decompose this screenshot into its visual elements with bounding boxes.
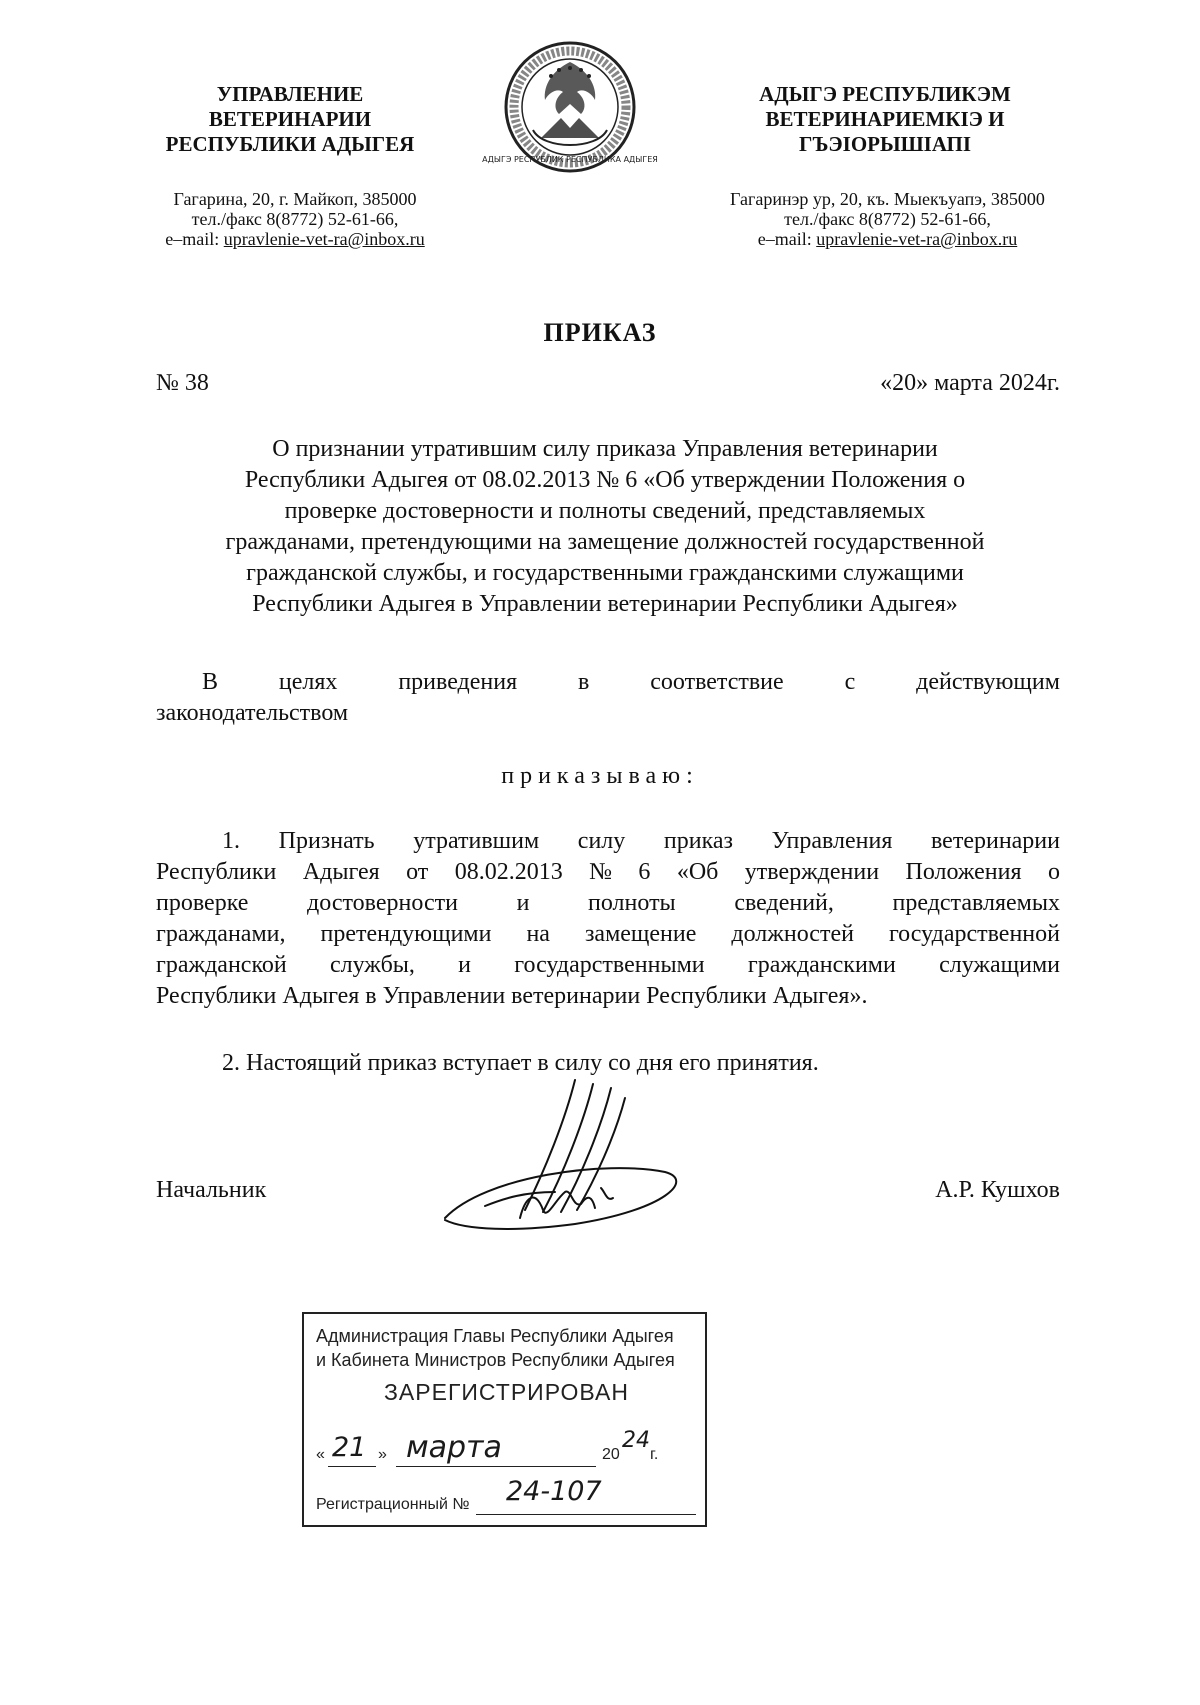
signatory-name: А.Р. Кушхов bbox=[935, 1177, 1060, 1203]
item1-word: и bbox=[458, 952, 471, 978]
stamp-year-abbr: г. bbox=[650, 1446, 659, 1463]
item1-word: сведений, bbox=[734, 890, 834, 916]
subject-line: гражданами, претендующими на замещение должностей государственной bbox=[225, 529, 985, 555]
subject-line: проверке достоверности и полноты сведений, представляемых bbox=[284, 498, 926, 524]
stamp-reg-number-handwritten: 24-107 bbox=[506, 1476, 602, 1507]
preamble bbox=[156, 667, 1060, 729]
item1-word: Республики bbox=[156, 859, 277, 885]
stamp-close-quote: » bbox=[378, 1446, 387, 1463]
preamble-line-2: законодательством bbox=[156, 700, 349, 726]
subject-line: О признании утратившим силу приказа Управления ветеринарии bbox=[272, 436, 938, 462]
handwritten-signature bbox=[425, 1080, 705, 1240]
item1-word: государственной bbox=[888, 921, 1060, 947]
header-right-org-line-3: ГЪЭIОРЫШIАПI bbox=[798, 132, 971, 156]
item1-word: Адыгея bbox=[302, 859, 380, 885]
item1-word: служащими bbox=[939, 952, 1060, 978]
item1-line bbox=[156, 826, 1060, 857]
item1-word: № bbox=[589, 859, 612, 885]
order-date: «20» марта 2024г. bbox=[880, 370, 1060, 396]
item1-word: ветеринарии bbox=[930, 828, 1060, 854]
item1-line bbox=[156, 857, 1060, 888]
header-right-phone: тел./факс 8(8772) 52-61-66, bbox=[784, 209, 991, 229]
stamp-month-underline bbox=[396, 1466, 596, 1467]
item1-word: 08.02.2013 bbox=[454, 859, 563, 885]
preamble-line-1 bbox=[156, 667, 1060, 698]
stamp-reg-row bbox=[316, 1476, 696, 1518]
preamble-word: целях bbox=[278, 669, 338, 695]
order-item-1 bbox=[156, 826, 1060, 1012]
preamble-word: действующим bbox=[916, 669, 1060, 695]
item1-word: гражданами, bbox=[156, 921, 286, 947]
stamp-org-line-2: и Кабинета Министров Республики Адыгея bbox=[316, 1350, 675, 1370]
emblem-ring-text: АДЫГЭ РЕСПУБЛИК РЕСПУБЛИКА АДЫГЕЯ bbox=[482, 155, 658, 164]
header-left-org-line-3: РЕСПУБЛИКИ АДЫГЕЯ bbox=[165, 132, 415, 156]
item1-word: замещение bbox=[584, 921, 697, 947]
document-title: ПРИКАЗ bbox=[543, 318, 657, 347]
item1-line bbox=[156, 919, 1060, 950]
header-right-org-line-1: АДЫГЭ РЕСПУБЛИКЭМ bbox=[759, 82, 1011, 106]
item1-word: «Об bbox=[676, 859, 719, 885]
item1-word: Признать bbox=[278, 828, 375, 854]
header-left-address-block bbox=[150, 189, 440, 249]
stamp-month-handwritten: марта bbox=[406, 1430, 502, 1465]
item1-word: должностей bbox=[731, 921, 854, 947]
item1-line bbox=[156, 950, 1060, 981]
subject-line: Республики Адыгея в Управлении ветеринарии Республики Адыгея» bbox=[252, 591, 958, 617]
stamp-org bbox=[316, 1324, 701, 1372]
item1-word: претендующими bbox=[320, 921, 492, 947]
header-right-email-label: e–mail: bbox=[757, 229, 812, 249]
header-left-org bbox=[140, 82, 440, 157]
header-right-address-block bbox=[700, 189, 1075, 249]
header-right-email-link[interactable]: upravlenie-vet-ra@inbox.ru bbox=[816, 229, 1018, 249]
item1-word: и bbox=[516, 890, 530, 916]
item1-word: государственными bbox=[514, 952, 705, 978]
order-subject bbox=[150, 434, 1060, 620]
preamble-word: соответствие bbox=[650, 669, 784, 695]
stamp-day-underline bbox=[328, 1466, 376, 1467]
header-left-org-line-1: УПРАВЛЕНИЕ bbox=[216, 82, 364, 106]
header-left-phone: тел./факс 8(8772) 52-61-66, bbox=[191, 209, 399, 229]
stamp-year-handwritten: 24 bbox=[622, 1428, 650, 1453]
directive-word: приказываю: bbox=[501, 763, 699, 789]
header-left-email-link[interactable]: upravlenie-vet-ra@inbox.ru bbox=[223, 229, 425, 249]
stamp-org-line-1: Администрация Главы Республики Адыгея bbox=[316, 1326, 674, 1346]
header-left-address: Гагарина, 20, г. Майкоп, 385000 bbox=[173, 189, 417, 209]
item1-word: достоверности bbox=[307, 890, 458, 916]
item1-word: на bbox=[526, 921, 550, 947]
header-left-email-row bbox=[150, 229, 440, 249]
preamble-word: В bbox=[202, 669, 219, 695]
preamble-word: с bbox=[844, 669, 856, 695]
header-right-org bbox=[700, 82, 1070, 157]
stamp-reg-underline bbox=[476, 1514, 696, 1515]
item1-word: утверждении bbox=[744, 859, 880, 885]
item1-word: представляемых bbox=[892, 890, 1060, 916]
subject-line: гражданской службы, и государственными гражданскими служащими bbox=[246, 560, 964, 586]
item1-line bbox=[156, 888, 1060, 919]
stamp-reg-label: Регистрационный № bbox=[316, 1496, 470, 1513]
item1-word: от bbox=[406, 859, 429, 885]
item1-word: гражданскими bbox=[747, 952, 896, 978]
preamble-word: в bbox=[578, 669, 590, 695]
stamp-year-prefix: 20 bbox=[602, 1446, 620, 1463]
item1-word: проверке bbox=[156, 890, 249, 916]
header-right-address: Гагаринэр ур, 20, къ. Мыекъуапэ, 385000 bbox=[730, 189, 1045, 209]
item1-word: полноты bbox=[588, 890, 676, 916]
header-left-email-label: e–mail: bbox=[165, 229, 220, 249]
item2-text: 2. Настоящий приказ вступает в силу со дня его принятия. bbox=[222, 1050, 819, 1076]
item1-word: 6 bbox=[638, 859, 651, 885]
item1-line: Республики Адыгея в Управлении ветеринарии Республики Адыгея». bbox=[156, 983, 868, 1009]
item1-word: приказ bbox=[663, 828, 734, 854]
order-number: № 38 bbox=[156, 370, 209, 396]
header-right-email-row bbox=[700, 229, 1075, 249]
coat-of-arms-emblem bbox=[482, 40, 658, 174]
item1-word: Управления bbox=[771, 828, 893, 854]
preamble-word: приведения bbox=[398, 669, 518, 695]
subject-line: Республики Адыгея от 08.02.2013 № 6 «Об утверждении Положения о bbox=[244, 467, 966, 493]
stamp-day-handwritten: 21 bbox=[332, 1432, 367, 1463]
header-left-org-line-2: ВЕТЕРИНАРИИ bbox=[208, 107, 372, 131]
item1-word: силу bbox=[577, 828, 626, 854]
stamp-status: ЗАРЕГИСТРИРОВАН bbox=[384, 1379, 629, 1405]
registration-stamp bbox=[302, 1312, 707, 1527]
signatory-position: Начальник bbox=[156, 1177, 267, 1203]
item1-word: Положения bbox=[905, 859, 1022, 885]
item1-word: гражданской bbox=[156, 952, 287, 978]
item1-word: службы, bbox=[329, 952, 415, 978]
header-right-org-line-2: ВЕТЕРИНАРИЕМКIЭ И bbox=[765, 107, 1005, 131]
item1-word: 1. bbox=[222, 828, 240, 854]
stamp-open-quote: « bbox=[316, 1446, 325, 1463]
item1-word: о bbox=[1047, 859, 1060, 885]
item1-word: утратившим bbox=[413, 828, 540, 854]
order-item-2 bbox=[156, 1048, 1060, 1079]
stamp-date-row bbox=[316, 1428, 696, 1470]
